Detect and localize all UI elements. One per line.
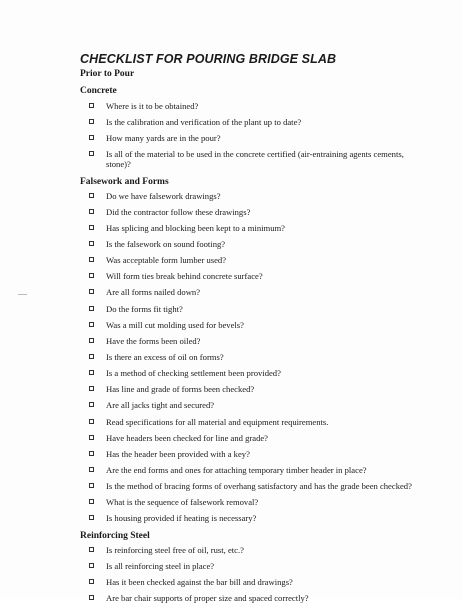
checklist-item-text: Was a mill cut molding used for bevels? (106, 319, 244, 330)
checklist-item-text: Is housing provided if heating is necessary? (106, 513, 257, 524)
checklist-content (80, 68, 430, 609)
checkbox-icon[interactable] (89, 515, 94, 520)
checkbox-icon[interactable] (89, 402, 94, 407)
checklist-item-text: Are all jacks tight and secured? (106, 400, 215, 411)
checklist-item-text: Do the forms fit tight? (106, 303, 183, 314)
checklist-item (80, 481, 430, 491)
checkbox-icon[interactable] (89, 499, 94, 504)
checklist-item (80, 513, 430, 523)
checklist-item (80, 352, 430, 362)
checkbox-icon[interactable] (89, 579, 94, 584)
checklist-item-text: Did the contractor follow these drawings? (106, 206, 251, 217)
checkbox-icon[interactable] (89, 338, 94, 343)
checklist-item-text: Is all reinforcing steel in place? (106, 560, 215, 571)
scan-artifact (18, 294, 27, 295)
checkbox-icon[interactable] (89, 135, 94, 140)
checklist-item (80, 384, 430, 394)
checkbox-icon[interactable] (89, 289, 94, 294)
checklist-item-text: Where is it to be obtained? (106, 101, 199, 111)
checklist-item (80, 336, 430, 346)
checklist-item (80, 117, 430, 127)
checklist-item (80, 593, 430, 603)
checkbox-icon[interactable] (89, 451, 94, 456)
checklist-item-text: Is the falsework on sound footing? (106, 238, 226, 249)
checklist-item (80, 433, 430, 443)
checklist-item (80, 255, 430, 265)
checkbox-icon[interactable] (89, 483, 94, 488)
checklist-item (80, 101, 430, 111)
checklist-item (80, 400, 430, 410)
checklist-item (80, 223, 430, 233)
heading-prior-to-pour: Prior to Pour (80, 69, 135, 79)
checkbox-icon[interactable] (89, 257, 94, 262)
checkbox-icon[interactable] (89, 386, 94, 391)
checklist-item-text: Have headers been checked for line and grade? (106, 432, 268, 443)
checkbox-icon[interactable] (89, 419, 94, 424)
checklist-item-text: Are the end forms and ones for attaching temporary timber header in place? (106, 464, 367, 475)
checklist-item-text: Has line and grade of forms been checked? (106, 384, 255, 395)
reinforcing-steel-checklist (80, 545, 430, 603)
checklist-item-text: Do we have falsework drawings? (106, 190, 221, 201)
checkbox-icon[interactable] (89, 193, 94, 198)
checklist-item (80, 304, 430, 314)
checkbox-icon[interactable] (89, 467, 94, 472)
checklist-item (80, 577, 430, 587)
checkbox-icon[interactable] (89, 151, 94, 156)
falsework-checklist (80, 191, 430, 524)
checkbox-icon[interactable] (89, 370, 94, 375)
checkbox-icon[interactable] (89, 306, 94, 311)
checklist-item (80, 191, 430, 201)
checkbox-icon[interactable] (89, 225, 94, 230)
checkbox-icon[interactable] (89, 273, 94, 278)
checklist-item-text: Have the forms been oiled? (106, 335, 201, 346)
checkbox-icon[interactable] (89, 435, 94, 440)
checklist-item-text: Has splicing and blocking been kept to a minimum? (106, 222, 286, 233)
checklist-item-text: Has it been checked against the bar bill and drawings? (106, 576, 293, 587)
checklist-item (80, 545, 430, 555)
checklist-item (80, 149, 430, 169)
checkbox-icon[interactable] (89, 547, 94, 552)
checklist-item (80, 133, 430, 143)
checklist-item-text: Is the calibration and verification of the plant up to date? (106, 117, 302, 128)
checklist-item (80, 465, 430, 475)
checklist-item-text: Has the header been provided with a key? (106, 448, 250, 459)
checkbox-icon[interactable] (89, 209, 94, 214)
checklist-item-text: Will form ties break behind concrete surface? (106, 271, 263, 282)
checklist-item (80, 417, 430, 427)
checkbox-icon[interactable] (89, 563, 94, 568)
checkbox-icon[interactable] (89, 119, 94, 124)
checklist-item-text: Are all forms nailed down? (106, 287, 201, 298)
checklist-item (80, 320, 430, 330)
checklist-item-text: Is a method of checking settlement been provided? (106, 368, 281, 379)
checkbox-icon[interactable] (89, 103, 94, 108)
checklist-item (80, 497, 430, 507)
checkbox-icon[interactable] (89, 595, 94, 600)
document-title: CHECKLIST FOR POURING BRIDGE SLAB (80, 52, 337, 66)
checklist-item-text: Was acceptable form lumber used? (106, 255, 227, 266)
section-heading-concrete: Concrete (80, 86, 117, 96)
section-heading-falsework: Falsework and Forms (80, 176, 169, 187)
checklist-item (80, 449, 430, 459)
checklist-item (80, 287, 430, 297)
checklist-item (80, 368, 430, 378)
checklist-item-text: Read specifications for all material and equipment requirements. (106, 416, 329, 427)
checklist-item-text: Is there an excess of oil on forms? (106, 351, 224, 362)
checklist-item (80, 207, 430, 217)
checkbox-icon[interactable] (89, 241, 94, 246)
section-heading-reinforcing-steel: Reinforcing Steel (80, 530, 150, 541)
checkbox-icon[interactable] (89, 322, 94, 327)
checklist-item-text: Are bar chair supports of proper size and spaced correctly? (106, 592, 309, 603)
checklist-item-text: How many yards are in the pour? (106, 133, 221, 144)
concrete-checklist (80, 101, 430, 169)
checklist-item-text: Is reinforcing steel free of oil, rust, etc.? (106, 544, 244, 555)
checklist-item-text: Is the method of bracing forms of overhang satisfactory and has the grade been checked? (106, 481, 412, 492)
checklist-item (80, 239, 430, 249)
checklist-item-text: Is all of the material to be used in the concrete certified (air-entraining agents cements, stone)? (106, 149, 404, 170)
checkbox-icon[interactable] (89, 354, 94, 359)
checklist-item-text: What is the sequence of falsework removal? (106, 497, 259, 508)
checklist-item (80, 271, 430, 281)
checklist-item (80, 561, 430, 571)
